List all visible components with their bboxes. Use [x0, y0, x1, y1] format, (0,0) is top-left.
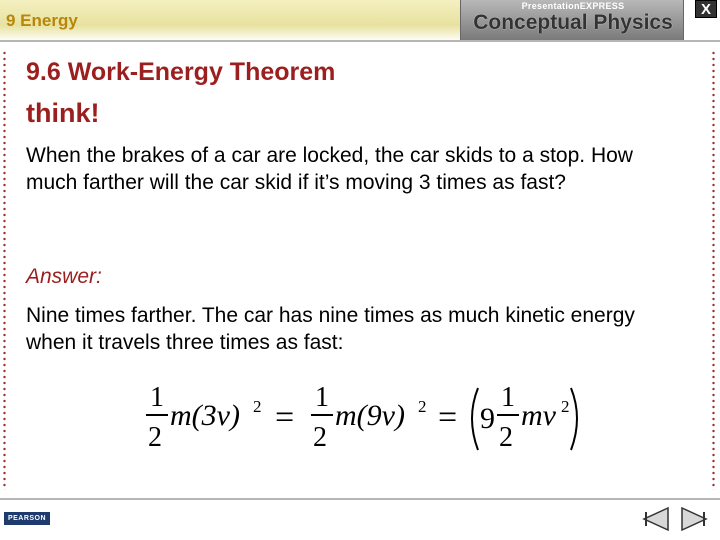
- right-paren: [571, 388, 577, 450]
- brand-banner: [460, 0, 684, 40]
- term2: m(9v): [335, 399, 405, 432]
- frac3-numerator: 1: [501, 382, 515, 413]
- equals-2: =: [438, 399, 458, 436]
- answer-text: Nine times farther. The car has nine times as much kinetic energy when it travels three times as fast:: [26, 304, 635, 354]
- think-heading: think!: [26, 98, 100, 128]
- equals-1: =: [275, 399, 295, 436]
- right-dotted-border: [712, 50, 715, 490]
- next-slide-button[interactable]: [680, 506, 710, 532]
- brand-title: Conceptual Physics: [473, 11, 673, 34]
- term3: mv: [521, 399, 556, 432]
- frac3-denominator: 2: [499, 422, 513, 453]
- bottom-bar: [0, 498, 720, 540]
- bottom-divider: [0, 498, 720, 500]
- frac2-numerator: 1: [315, 382, 329, 413]
- section-title: [26, 58, 335, 87]
- term2-exponent: 2: [418, 397, 427, 416]
- previous-arrow-icon: [640, 506, 670, 532]
- frac1-denominator: 2: [148, 422, 162, 453]
- term1: m(3v): [170, 399, 240, 432]
- top-divider: [0, 40, 720, 42]
- frac2-denominator: 2: [313, 422, 327, 453]
- term3-exponent: 2: [561, 397, 570, 416]
- section-name: Work-Energy Theorem: [67, 58, 336, 86]
- section-number: 9.6: [26, 58, 61, 86]
- previous-slide-button[interactable]: [640, 506, 670, 532]
- left-dotted-border: [3, 50, 6, 490]
- next-arrow-icon: [680, 506, 710, 532]
- brand-subtitle: PresentationEXPRESS: [521, 1, 625, 11]
- coefficient: 9: [480, 402, 495, 435]
- frac1-numerator: 1: [150, 382, 164, 413]
- question-text: When the brakes of a car are locked, the car skids to a stop. How much farther will the car skid if it’s moving 3 times as fast?: [26, 144, 633, 194]
- answer-label: Answer:: [26, 265, 102, 288]
- kinetic-energy-equation: [140, 378, 590, 458]
- pearson-logo: PEARSON: [4, 512, 50, 525]
- left-paren: [472, 388, 478, 450]
- chapter-label: 9 Energy: [6, 11, 78, 30]
- close-button[interactable]: X: [695, 0, 717, 18]
- term1-exponent: 2: [253, 397, 262, 416]
